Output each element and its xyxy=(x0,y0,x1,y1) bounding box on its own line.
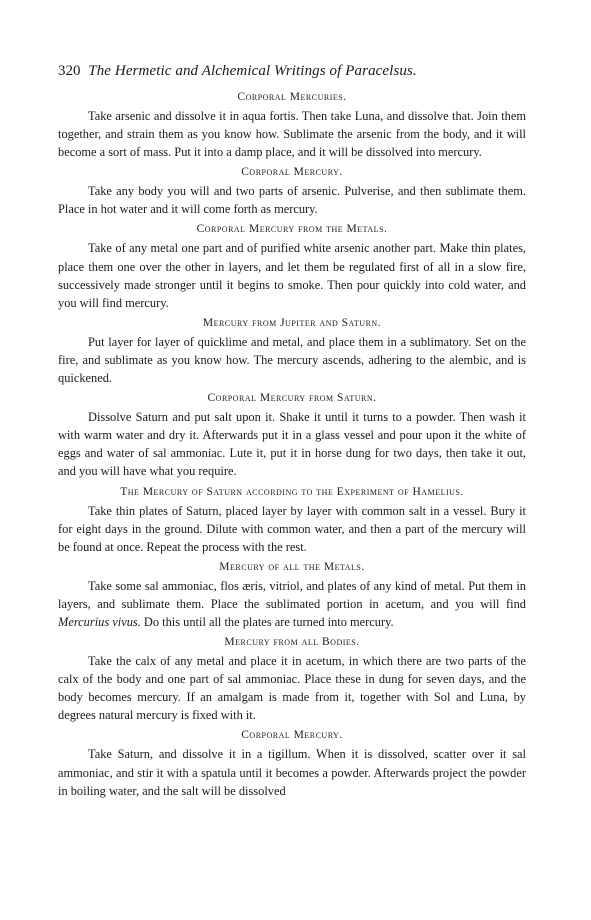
section-paragraph: Take any body you will and two parts of arsenic. Pulverise, and then sublimate them. Place in hot water and it will come forth as mercury. xyxy=(58,184,526,217)
italic-term: Mercurius vivus. xyxy=(58,614,141,629)
section-corporal-mercuries xyxy=(58,90,526,161)
section-mercury-of-all-metals xyxy=(58,560,526,631)
book-page xyxy=(58,62,526,804)
section-paragraph: Put layer for layer of quicklime and metal, and place them in a sublimatory. Set on the fire, and sublimate as you know how. The mercury ascends, adhering to the alembic, and is quickened. xyxy=(58,334,526,386)
section-heading: Corporal Mercury from the Metals. xyxy=(196,223,388,236)
section-heading: The Mercury of Saturn according to the Experiment of Hamelius. xyxy=(120,485,464,498)
section-heading: Corporal Mercuries. xyxy=(237,91,347,103)
section-paragraph: Take arsenic and dissolve it in aqua fortis. Then take Luna, and dissolve that. Join them together, and strain them as you know how. Sublimate the arsenic from the body, and it will become a sort of mass. Put it into a damp place, and it will be dissolved into mercury. xyxy=(58,109,526,160)
section-corporal-mercury-from-metals xyxy=(58,222,526,311)
section-heading: Corporal Mercury. xyxy=(241,729,343,742)
book-title: The Hermetic and Alchemical Writings of Paracelsus. xyxy=(88,63,417,79)
section-corporal-mercury-final xyxy=(58,728,526,799)
section-heading: Corporal Mercury. xyxy=(241,166,343,179)
section-paragraph: Take thin plates of Saturn, placed layer by layer with common salt in a vessel. Bury it for eight days in the ground. Dilute with common water, and then a part of the mercury will be found at once. Repeat the process with the rest. xyxy=(58,503,526,554)
section-paragraph: Take Saturn, and dissolve it in a tigillum. When it is dissolved, scatter over it sal ammoniac, and stir it with a spatula until it becomes a powder. Afterwards project the powder in boiling water, and the salt will be dissolved xyxy=(58,747,526,798)
section-mercury-of-saturn-hamelius xyxy=(58,485,526,556)
paragraph-text: Take some sal ammoniac, flos æris, vitriol, and plates of any kind of metal. Put them in layers, and sublimate them. Place the sublimated portion in acetum, and you will find xyxy=(58,578,526,611)
section-corporal-mercury xyxy=(58,165,526,218)
section-paragraph: Take of any metal one part and of purified white arsenic another part. Make thin plates, place them one over the other in layers, and let them be regulated first of all in a slow fire, successively made stronger until it begins to smoke. Then pour quickly into cold water, and you will find mercury. xyxy=(58,241,526,310)
section-corporal-mercury-from-saturn xyxy=(58,391,526,480)
section-heading: Mercury from all Bodies. xyxy=(224,636,360,649)
section-paragraph: Take the calx of any metal and place it in acetum, in which there are two parts of the calx of the body and one part of sal ammoniac. Place these in dung for seven days, and the body becomes mercury. If an amalgam is made from it, together with Sol and Luna, by degrees natural mercury is fixed with it. xyxy=(58,654,526,723)
section-mercury-from-all-bodies xyxy=(58,635,526,724)
section-heading: Mercury of all the Metals. xyxy=(219,560,365,573)
section-paragraph: Dissolve Saturn and put salt upon it. Shake it until it turns to a powder. Then wash it with warm water and dry it. Afterwards put it in a glass vessel and pour upon it the white of eggs and water of sal ammoniac. Lute it, put it in horse dung for two days, then take it out, and you will have what you require. xyxy=(58,410,526,479)
section-mercury-from-jupiter-and-saturn xyxy=(58,316,526,387)
section-heading: Corporal Mercury from Saturn. xyxy=(207,392,377,405)
page-number: 320 xyxy=(58,63,81,79)
running-head xyxy=(58,62,526,80)
section-paragraph xyxy=(58,577,526,631)
section-heading: Mercury from Jupiter and Saturn. xyxy=(202,316,382,329)
paragraph-text: Do this until all the plates are turned into mercury. xyxy=(140,614,394,629)
